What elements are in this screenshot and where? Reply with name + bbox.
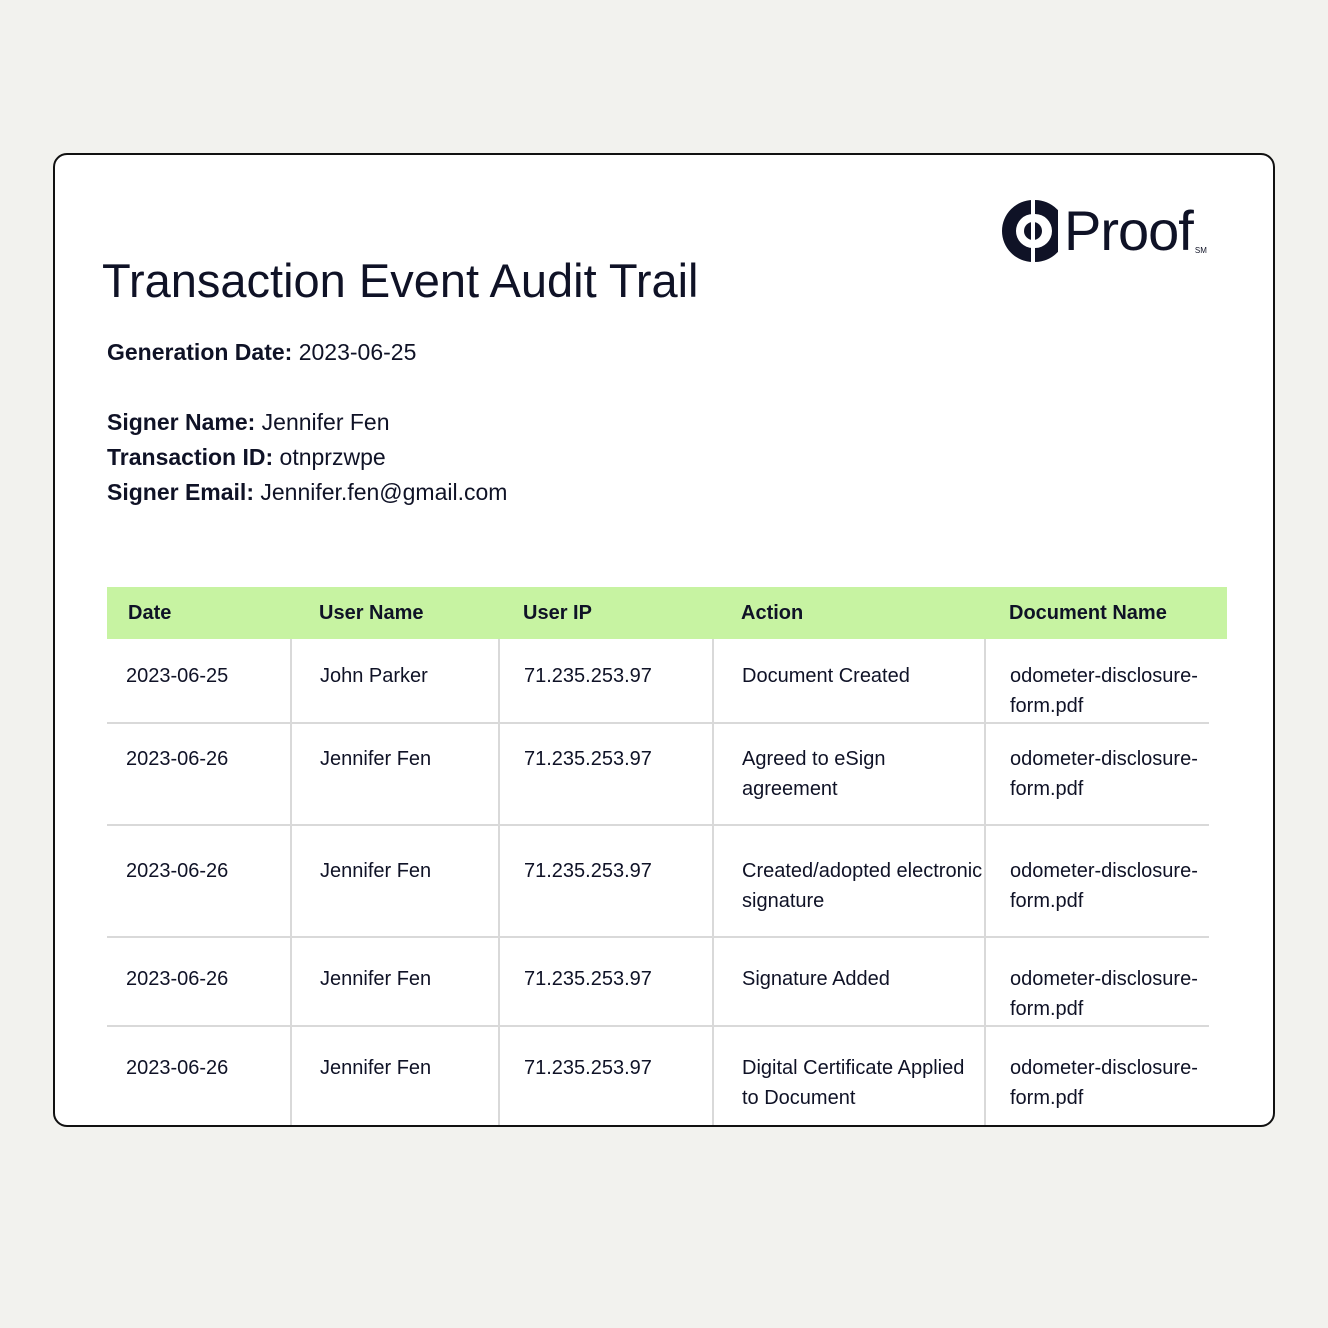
col-header-user-name: User Name — [319, 601, 424, 624]
table-row — [107, 1026, 1209, 1127]
generation-date-value: 2023-06-25 — [298, 339, 417, 365]
signer-name-value: Jennifer Fen — [261, 409, 390, 435]
signer-name-label: Signer Name: — [107, 409, 256, 435]
cell-document-name: odometer-disclosure-form.pdf — [985, 825, 1209, 937]
col-header-date: Date — [128, 601, 172, 624]
cell-action: Created/adopted electronic signature — [713, 825, 985, 937]
transaction-id-value: otnprzwpe — [279, 444, 386, 470]
cell-document-name: odometer-disclosure-form.pdf — [985, 1026, 1209, 1127]
page-title: Transaction Event Audit Trail — [102, 254, 699, 307]
proof-logo-icon — [1000, 198, 1058, 264]
service-mark: SM — [1194, 246, 1207, 255]
col-header-action: Action — [741, 601, 804, 624]
cell-action: Agreed to eSign agreement — [713, 723, 985, 825]
cell-document-name: odometer-disclosure-form.pdf — [985, 937, 1209, 1026]
cell-date: 2023-06-26 — [107, 937, 291, 1026]
cell-user-ip: 71.235.253.97 — [499, 1026, 713, 1127]
signer-name — [107, 409, 390, 437]
cell-user-name: John Parker — [291, 639, 499, 723]
cell-date: 2023-06-26 — [107, 825, 291, 937]
cell-action: Signature Added — [713, 937, 985, 1026]
table-header-row — [107, 587, 1209, 639]
table-row — [107, 937, 1209, 1026]
cell-user-ip: 71.235.253.97 — [499, 723, 713, 825]
col-header-document-name: Document Name — [1009, 601, 1167, 624]
signer-email-label: Signer Email: — [107, 479, 254, 505]
brand-name: Proof — [1064, 199, 1193, 262]
cell-document-name: odometer-disclosure-form.pdf — [985, 723, 1209, 825]
signer-email-value: Jennifer.fen@gmail.com — [260, 479, 508, 505]
cell-user-name: Jennifer Fen — [291, 723, 499, 825]
col-header-user-ip: User IP — [523, 601, 592, 624]
transaction-id — [107, 444, 386, 472]
generation-date-label: Generation Date: — [107, 339, 293, 365]
cell-date: 2023-06-26 — [126, 1057, 229, 1079]
cell-user-name: Jennifer Fen — [291, 1026, 499, 1127]
generation-date — [107, 339, 416, 367]
cell-action: Document Created — [713, 639, 985, 723]
cell-date: 2023-06-25 — [107, 639, 291, 723]
audit-table — [107, 587, 1209, 1127]
cell-date: 2023-06-26 — [107, 723, 291, 825]
cell-document-name: odometer-disclosure-form.pdf — [985, 639, 1209, 723]
table-row — [107, 723, 1209, 825]
audit-table-wrap — [107, 587, 1227, 1127]
cell-user-ip: 71.235.253.97 — [499, 825, 713, 937]
transaction-id-label: Transaction ID: — [107, 444, 274, 470]
cell-user-ip: 71.235.253.97 — [499, 639, 713, 723]
cell-action: Digital Certificate Applied to Document — [713, 1026, 985, 1127]
table-row — [107, 639, 1209, 723]
cell-user-ip: 71.235.253.97 — [499, 937, 713, 1026]
audit-trail-card — [53, 153, 1275, 1127]
cell-user-name: Jennifer Fen — [291, 937, 499, 1026]
table-row — [107, 825, 1209, 937]
proof-logo — [1000, 197, 1207, 265]
signer-email — [107, 479, 507, 507]
cell-user-name: Jennifer Fen — [291, 825, 499, 937]
